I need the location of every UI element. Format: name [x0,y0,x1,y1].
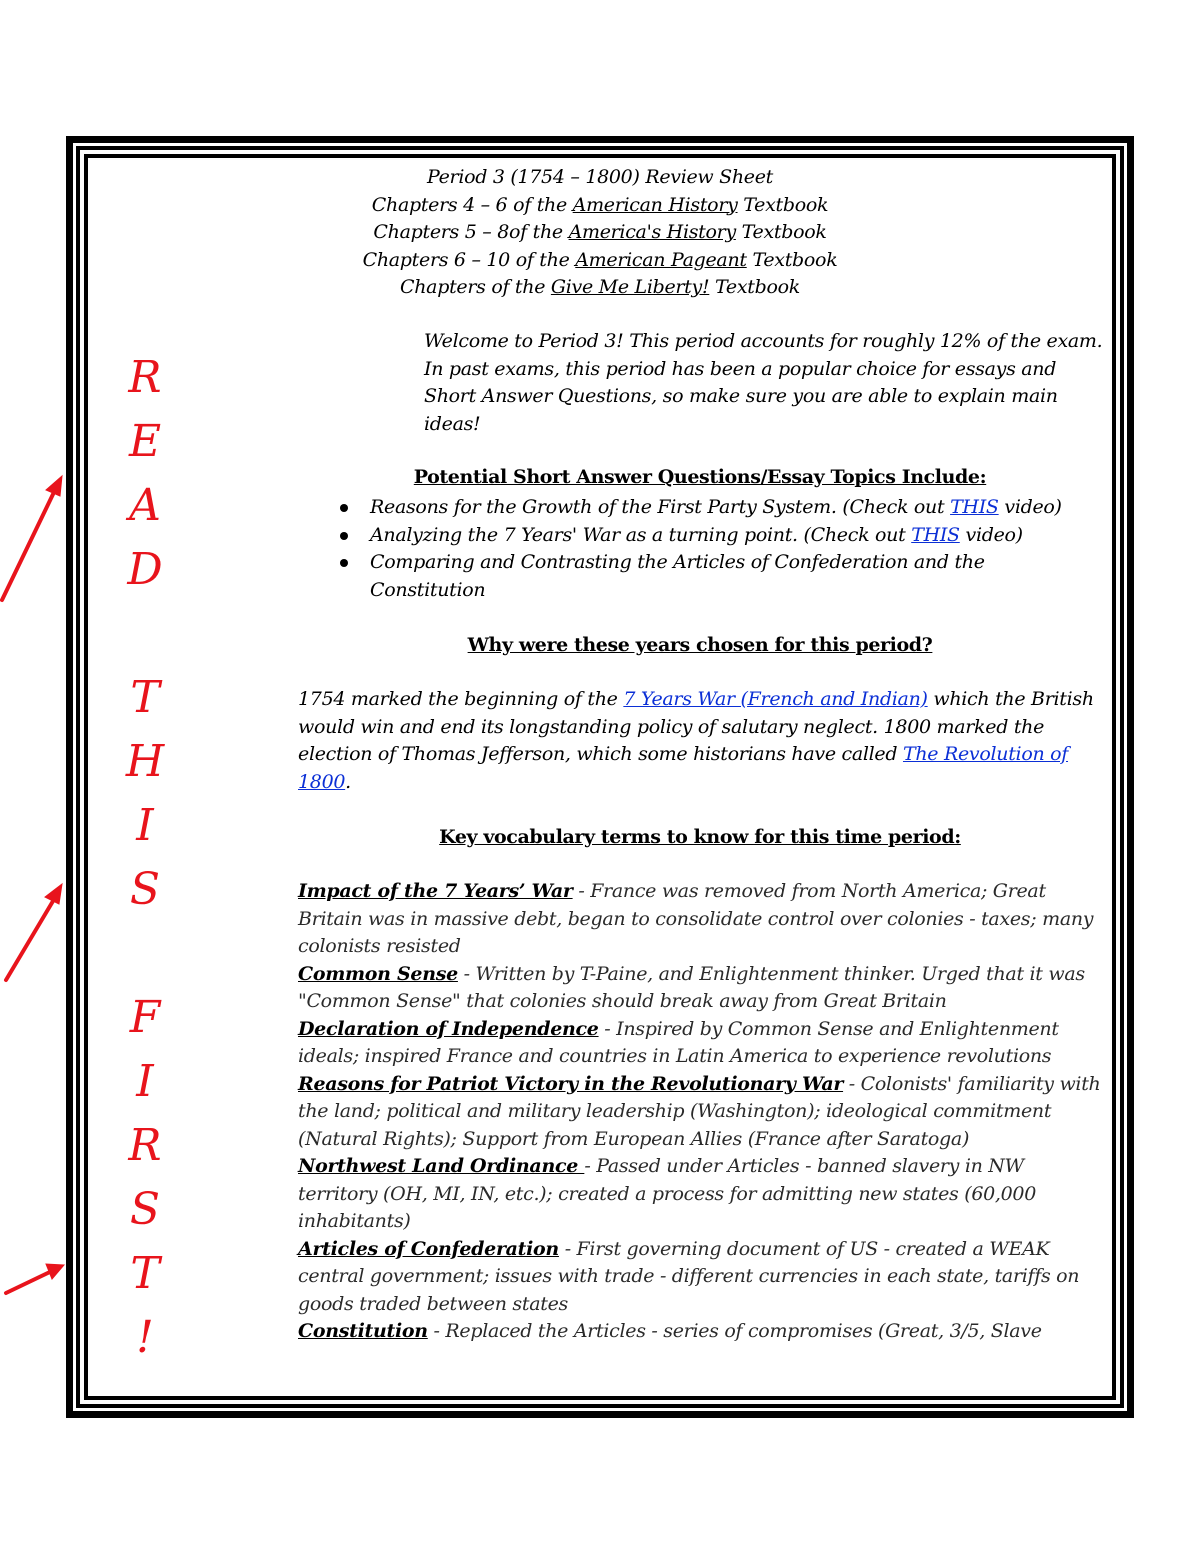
textbook-name: America's History [568,221,736,243]
textbook-line-suffix: Textbook [737,193,829,216]
vocab-term: Reasons for Patriot Victory in the Revolutionary War [298,1072,844,1095]
vocab-term: Articles of Confederation [298,1237,559,1260]
vocab-term: Declaration of Independence [298,1017,599,1040]
vocab-item [298,1236,1106,1319]
textbook-line-suffix: Textbook [746,248,838,271]
vocab-heading: Key vocabulary terms to know for this time period: [439,826,961,848]
list-item [336,549,1096,604]
document-header [300,164,900,302]
topic-text: Analyzing the 7 Years' War as a turning point. (Check out [370,523,912,546]
banner-letter: ! [136,1312,154,1363]
arrow-icon [6,1264,64,1293]
vocab-item [298,1016,1106,1071]
vocab-term: Constitution [298,1320,428,1342]
bullet-icon [340,532,348,540]
vocab-item [298,878,1106,961]
banner-letter: T [130,672,160,723]
banner-letter: E [128,416,162,467]
textbook-line [300,274,900,302]
seven-years-war-link[interactable]: 7 Years War (French and Indian) [623,688,928,710]
intro-paragraph: Welcome to Period 3! This period accounts for roughly 12% of the exam. In past exams, this period has been a popular choice for essays and Short Answer Questions, so make sure you are able to explain main ideas! [424,330,1103,435]
textbook-line [300,192,900,220]
textbook-line-prefix: Chapters 6 – 10 of the [362,248,576,271]
vocab-item [298,1153,1106,1236]
why-paragraph [298,686,1098,796]
textbook-line-suffix: Textbook [735,221,827,243]
video-link[interactable]: THIS [911,523,960,546]
banner-letter: S [129,1184,161,1235]
topic-text: Comparing and Contrasting the Articles of Confederation and the Constitution [370,551,985,601]
bullet-icon [340,559,348,567]
vocab-definition: - Passed under Articles - banned slavery in NW territory (OH, MI, IN, etc.); created a process for admitting new states (60,000 inhabitants) [298,1155,1037,1232]
vocab-definition: - First governing document of US - created a WEAK central government; issues with trade - different currencies in each state, tariffs on goods traded between states [298,1237,1080,1315]
topics-list [336,494,1096,604]
textbook-line-prefix: Chapters of the [400,276,551,298]
vocab-item [298,961,1106,1016]
vocab-item [298,1071,1106,1154]
vocab-definition: - Colonists' familiarity with the land; political and military leadership (Washington); ideological commitment (Natural Rights); Support from European Allies (France after Saratoga) [298,1072,1101,1150]
list-item [336,494,1096,522]
topic-text: video) [998,496,1062,518]
vocab-list [298,878,1106,1346]
arrow-icon [2,476,62,600]
textbook-name: Give Me Liberty! [550,276,710,298]
textbook-line [300,219,900,247]
textbook-line-prefix: Chapters 5 – 8of the [373,221,569,243]
vocab-definition: - Written by T-Paine, and Enlightenment thinker. Urged that it was "Common Sense" that colonies should break away from Great Britain [298,962,1085,1012]
arrow-icon [6,884,62,980]
video-link[interactable]: THIS [950,496,999,518]
why-text: 1754 marked the beginning of the [298,688,624,710]
why-text: which the British would win and end its longstanding policy of salutary neglect. 1800 marked the election of Thomas Jefferson, which some historians have called [298,688,1094,765]
banner-letter: I [136,1056,154,1107]
vocab-term: Northwest Land Ordinance [298,1155,585,1177]
vocab-definition: - France was removed from North America; Great Britain was in massive debt, began to consolidate control over colonies - taxes; many colonists resisted [298,880,1094,957]
banner-letter: S [129,864,161,915]
red-arrows [0,0,200,1553]
banner-letter: R [128,352,162,403]
banner-letter: A [129,480,161,531]
textbook-line-suffix: Textbook [709,276,800,298]
banner-letter: F [129,992,161,1043]
banner-letter: T [130,1248,160,1299]
revolution-of-1800-link[interactable]: The Revolution of 1800 [298,743,1069,793]
why-text: . [345,770,351,793]
textbook-line-prefix: Chapters 4 – 6 of the [371,193,573,216]
topics-heading: Potential Short Answer Questions/Essay Topics Include: [413,466,987,488]
banner-letter: R [128,1120,162,1171]
textbook-line [300,247,900,275]
vocab-term: Impact of the 7 Years’ War [298,880,573,902]
list-item [336,522,1096,550]
banner-letter: D [127,544,163,595]
vocab-definition: - Inspired by Common Sense and Enlightenment ideals; inspired France and countries in Latin America to experience revolutions [298,1017,1059,1067]
vocab-definition: - Replaced the Articles - series of compromises (Great, 3/5, Slave [427,1320,1042,1342]
vocab-item [298,1318,1106,1346]
bullet-icon [340,504,348,512]
document-title: Period 3 (1754 – 1800) Review Sheet [426,166,774,188]
topic-text: video) [959,523,1023,546]
textbook-name: American History [572,193,738,216]
banner-letter: I [136,800,154,851]
topic-text: Reasons for the Growth of the First Party System. (Check out [370,496,951,518]
vocab-term: Common Sense [298,962,458,985]
banner-letter: H [125,736,165,787]
textbook-name: American Pageant [575,248,747,271]
why-heading: Why were these years chosen for this period? [467,634,933,656]
